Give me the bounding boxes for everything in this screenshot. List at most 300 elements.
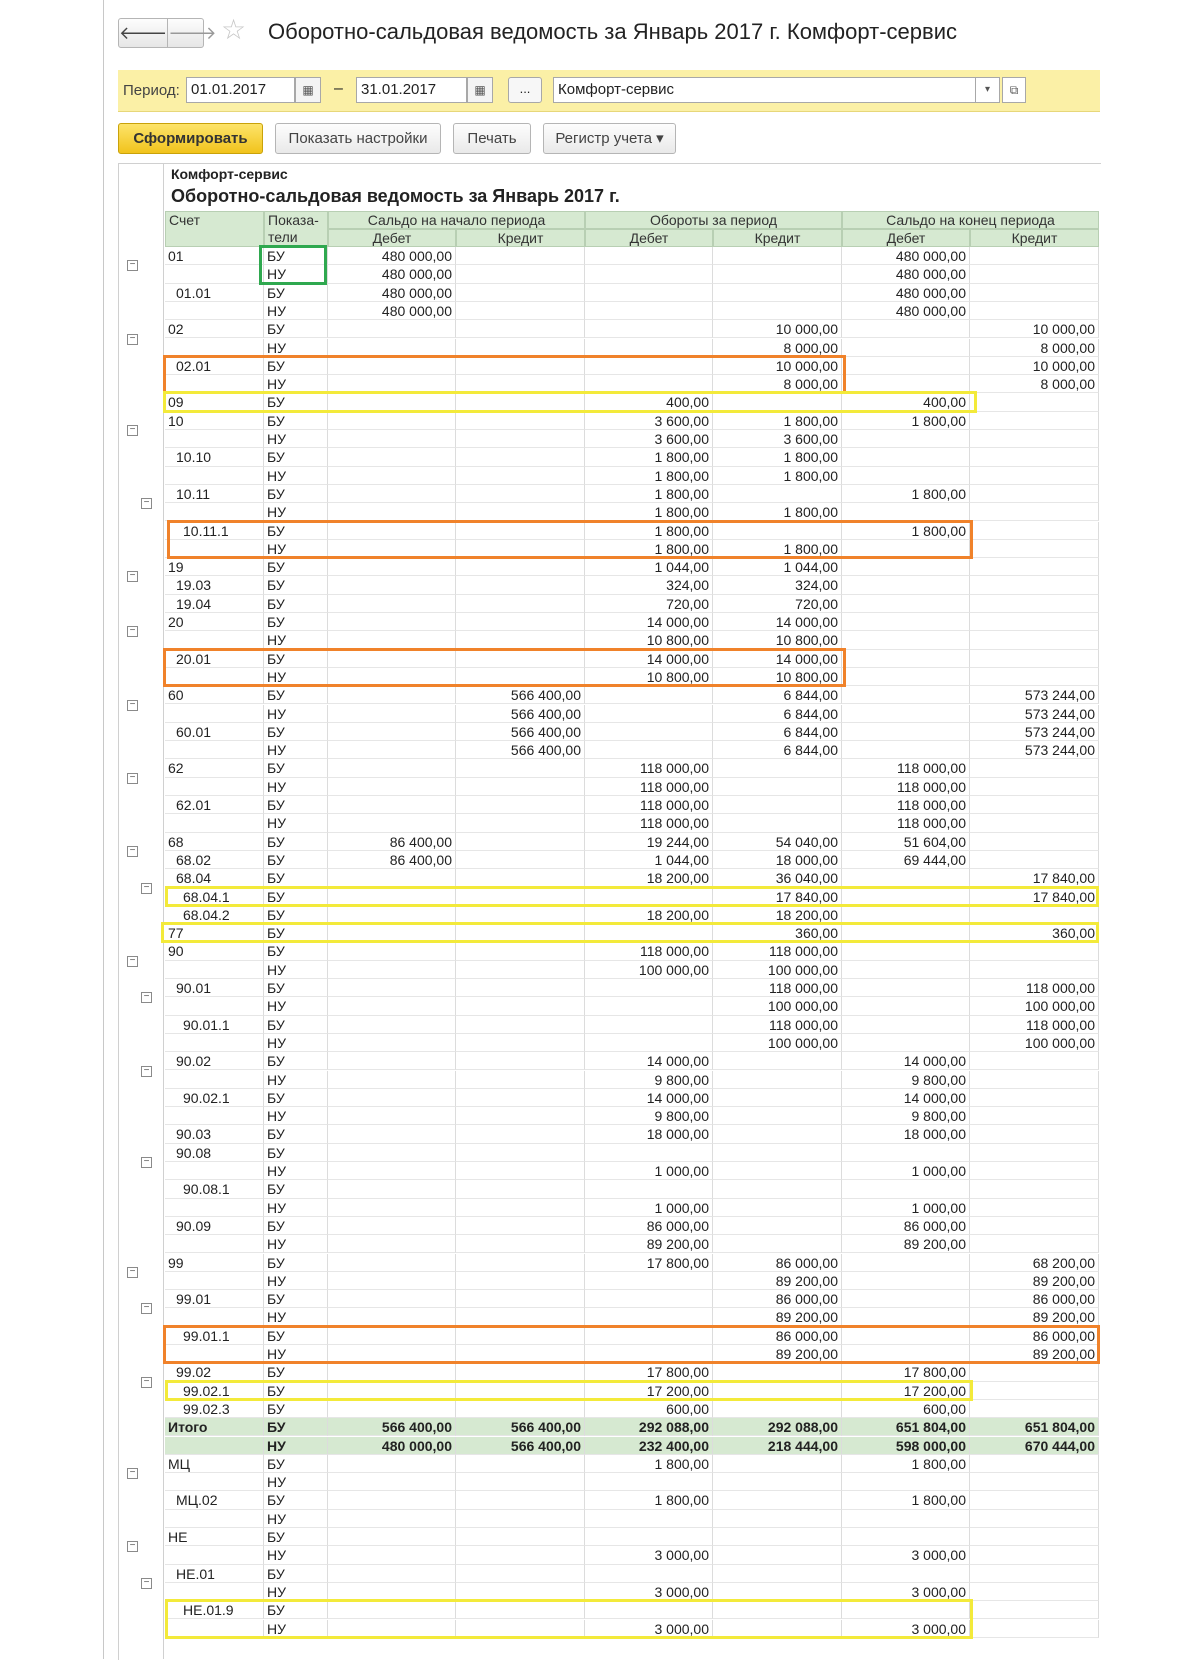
amount-cell xyxy=(328,814,456,832)
amount-cell xyxy=(970,576,1099,594)
account-cell[interactable] xyxy=(165,503,264,521)
amount-cell xyxy=(842,705,970,723)
amount-cell: 18 200,00 xyxy=(713,906,842,924)
account-cell[interactable] xyxy=(165,1272,264,1290)
account-cell[interactable]: 60 xyxy=(165,686,264,704)
collapse-icon[interactable]: − xyxy=(141,498,152,509)
collapse-icon[interactable]: − xyxy=(141,1066,152,1077)
amount-cell xyxy=(456,924,585,942)
account-cell[interactable] xyxy=(165,1473,264,1491)
amount-cell xyxy=(842,906,970,924)
account-cell[interactable] xyxy=(165,375,264,393)
account-cell[interactable] xyxy=(165,302,264,320)
collapse-icon[interactable]: − xyxy=(127,773,138,784)
amount-cell xyxy=(842,1528,970,1546)
amount-cell: 3 000,00 xyxy=(842,1583,970,1601)
account-cell[interactable] xyxy=(165,1510,264,1528)
account-cell[interactable]: 19.04 xyxy=(165,595,264,613)
collapse-icon[interactable]: − xyxy=(141,1157,152,1168)
account-cell[interactable]: 90.03 xyxy=(165,1125,264,1143)
amount-cell: 86 000,00 xyxy=(713,1327,842,1345)
amount-cell xyxy=(328,961,456,979)
account-cell[interactable]: 99.02.1 xyxy=(165,1382,264,1400)
amount-cell: 10 000,00 xyxy=(970,320,1099,338)
amount-cell xyxy=(842,503,970,521)
account-cell[interactable]: НЕ.01 xyxy=(165,1565,264,1583)
amount-cell xyxy=(970,595,1099,613)
account-cell[interactable]: 99.01.1 xyxy=(165,1327,264,1345)
account-cell[interactable]: 02 xyxy=(165,320,264,338)
amount-cell: 17 800,00 xyxy=(585,1363,713,1381)
collapse-icon[interactable]: − xyxy=(141,1578,152,1589)
account-cell[interactable]: НЕ xyxy=(165,1528,264,1546)
amount-cell: 566 400,00 xyxy=(328,1418,456,1436)
account-cell[interactable] xyxy=(165,467,264,485)
amount-cell: 14 000,00 xyxy=(842,1089,970,1107)
amount-cell: 17 840,00 xyxy=(713,888,842,906)
amount-cell: 118 000,00 xyxy=(842,759,970,777)
calendar-icon[interactable]: ▦ xyxy=(467,77,493,103)
amount-cell xyxy=(456,485,585,503)
amount-cell xyxy=(456,503,585,521)
amount-cell xyxy=(713,1565,842,1583)
indicator-cell: БУ xyxy=(264,924,328,942)
forward-arrow-icon[interactable]: 🡒 xyxy=(167,19,216,47)
amount-cell xyxy=(842,668,970,686)
amount-cell xyxy=(456,1290,585,1308)
account-cell[interactable] xyxy=(165,631,264,649)
indicator-cell: БУ xyxy=(264,1382,328,1400)
indicator-cell: БУ xyxy=(264,686,328,704)
amount-cell xyxy=(842,467,970,485)
amount-cell: 8 000,00 xyxy=(713,339,842,357)
account-cell[interactable] xyxy=(165,997,264,1015)
col-indicators-line1: Показа- xyxy=(268,212,319,228)
chevron-down-icon[interactable]: ▾ xyxy=(976,77,1000,103)
account-cell[interactable]: 62 xyxy=(165,759,264,777)
amount-cell xyxy=(713,1601,842,1619)
account-cell[interactable]: 90.08 xyxy=(165,1144,264,1162)
account-cell[interactable]: 90.08.1 xyxy=(165,1180,264,1198)
amount-cell: 89 200,00 xyxy=(713,1272,842,1290)
account-cell[interactable] xyxy=(165,430,264,448)
account-cell[interactable]: 19 xyxy=(165,558,264,576)
amount-cell: 1 800,00 xyxy=(585,448,713,466)
account-cell[interactable]: 68.02 xyxy=(165,851,264,869)
amount-cell xyxy=(328,320,456,338)
indicator-cell: НУ xyxy=(264,741,328,759)
collapse-icon[interactable]: − xyxy=(127,260,138,271)
amount-cell xyxy=(842,1144,970,1162)
collapse-icon[interactable]: − xyxy=(127,1267,138,1278)
report-title: Оборотно-сальдовая ведомость за Январь 2017 г. xyxy=(171,186,620,206)
collapse-icon[interactable]: − xyxy=(127,571,138,582)
collapse-icon[interactable]: − xyxy=(127,846,138,857)
account-cell[interactable] xyxy=(165,1546,264,1564)
amount-cell: 218 444,00 xyxy=(713,1437,842,1455)
amount-cell xyxy=(585,1345,713,1363)
amount-cell xyxy=(328,1052,456,1070)
amount-cell xyxy=(456,558,585,576)
amount-cell: 36 040,00 xyxy=(713,869,842,887)
amount-cell xyxy=(970,1235,1099,1253)
amount-cell: 480 000,00 xyxy=(328,284,456,302)
account-cell[interactable] xyxy=(165,1583,264,1601)
account-cell[interactable]: 02.01 xyxy=(165,357,264,375)
amount-cell: 6 844,00 xyxy=(713,741,842,759)
account-cell[interactable] xyxy=(165,1620,264,1638)
amount-cell xyxy=(456,357,585,375)
indicator-cell: БУ xyxy=(264,576,328,594)
amount-cell xyxy=(842,1345,970,1363)
amount-cell: 8 000,00 xyxy=(970,339,1099,357)
amount-cell xyxy=(456,814,585,832)
amount-cell xyxy=(328,1327,456,1345)
amount-cell xyxy=(456,339,585,357)
amount-cell xyxy=(970,1089,1099,1107)
print-button[interactable]: Печать xyxy=(453,123,531,154)
amount-cell xyxy=(328,741,456,759)
amount-cell: 9 800,00 xyxy=(842,1107,970,1125)
amount-cell xyxy=(970,540,1099,558)
amount-cell: 1 800,00 xyxy=(713,503,842,521)
amount-cell xyxy=(328,448,456,466)
amount-cell xyxy=(456,1180,585,1198)
collapse-icon[interactable]: − xyxy=(127,700,138,711)
amount-cell xyxy=(456,1034,585,1052)
amount-cell xyxy=(970,961,1099,979)
amount-cell xyxy=(970,412,1099,430)
amount-cell: 89 200,00 xyxy=(970,1272,1099,1290)
account-cell[interactable] xyxy=(165,1071,264,1089)
amount-cell xyxy=(585,339,713,357)
account-cell[interactable]: 90.01.1 xyxy=(165,1016,264,1034)
collapse-icon[interactable]: − xyxy=(141,1303,152,1314)
period-from-input[interactable]: 01.01.2017 xyxy=(186,77,295,103)
amount-cell: 324,00 xyxy=(585,576,713,594)
amount-cell xyxy=(328,705,456,723)
account-cell[interactable]: 20.01 xyxy=(165,650,264,668)
amount-cell xyxy=(456,961,585,979)
amount-cell xyxy=(970,1199,1099,1217)
amount-cell xyxy=(842,942,970,960)
account-cell[interactable] xyxy=(165,1199,264,1217)
gutter-divider xyxy=(163,163,164,1659)
amount-cell xyxy=(456,1601,585,1619)
account-cell[interactable]: 60.01 xyxy=(165,723,264,741)
account-cell[interactable] xyxy=(165,1107,264,1125)
back-arrow-icon[interactable]: 🡐 xyxy=(119,22,168,43)
amount-cell xyxy=(842,1510,970,1528)
indicator-cell: НУ xyxy=(264,1034,328,1052)
account-cell[interactable]: 09 xyxy=(165,393,264,411)
amount-cell xyxy=(970,265,1099,283)
account-cell[interactable]: 90.02.1 xyxy=(165,1089,264,1107)
amount-cell xyxy=(713,1400,842,1418)
amount-cell xyxy=(842,1327,970,1345)
account-cell[interactable] xyxy=(165,668,264,686)
amount-cell xyxy=(328,906,456,924)
amount-cell: 1 000,00 xyxy=(585,1199,713,1217)
amount-cell xyxy=(842,1601,970,1619)
account-cell[interactable]: 20 xyxy=(165,613,264,631)
amount-cell xyxy=(970,448,1099,466)
amount-cell xyxy=(713,1089,842,1107)
account-cell[interactable] xyxy=(165,1437,264,1455)
indicator-cell: НУ xyxy=(264,1473,328,1491)
open-icon[interactable]: ⧉ xyxy=(1002,77,1026,103)
collapse-icon[interactable]: − xyxy=(127,425,138,436)
amount-cell: 118 000,00 xyxy=(842,778,970,796)
account-cell[interactable]: 68.04 xyxy=(165,869,264,887)
amount-cell xyxy=(456,522,585,540)
favorite-star-icon[interactable]: ☆ xyxy=(221,14,247,45)
account-cell[interactable] xyxy=(165,961,264,979)
account-cell[interactable] xyxy=(165,1162,264,1180)
indicator-cell: НУ xyxy=(264,1308,328,1326)
amount-cell xyxy=(456,668,585,686)
amount-cell: 1 000,00 xyxy=(842,1162,970,1180)
account-cell[interactable] xyxy=(165,741,264,759)
amount-cell xyxy=(713,284,842,302)
amount-cell xyxy=(328,522,456,540)
indicator-cell: БУ xyxy=(264,1052,328,1070)
account-cell[interactable]: 90.09 xyxy=(165,1217,264,1235)
account-cell[interactable] xyxy=(165,540,264,558)
amount-cell xyxy=(456,869,585,887)
collapse-icon[interactable]: − xyxy=(127,1541,138,1552)
indicator-cell: НУ xyxy=(264,814,328,832)
account-cell[interactable] xyxy=(165,705,264,723)
amount-cell: 360,00 xyxy=(713,924,842,942)
amount-cell xyxy=(842,357,970,375)
period-to-input[interactable]: 31.01.2017 xyxy=(356,77,467,103)
amount-cell xyxy=(713,1144,842,1162)
collapse-icon[interactable]: − xyxy=(127,1468,138,1479)
amount-cell xyxy=(713,1217,842,1235)
amount-cell xyxy=(970,1491,1099,1509)
amount-cell: 86 000,00 xyxy=(970,1327,1099,1345)
amount-cell: 566 400,00 xyxy=(456,723,585,741)
account-cell[interactable]: 10.11.1 xyxy=(165,522,264,540)
amount-cell: 89 200,00 xyxy=(970,1308,1099,1326)
indicator-cell: БУ xyxy=(264,906,328,924)
account-cell[interactable] xyxy=(165,778,264,796)
account-cell[interactable]: 68 xyxy=(165,833,264,851)
amount-cell: 17 200,00 xyxy=(585,1382,713,1400)
amount-cell xyxy=(328,869,456,887)
indicator-cell: НУ xyxy=(264,302,328,320)
indicator-cell: БУ xyxy=(264,1016,328,1034)
amount-cell: 17 840,00 xyxy=(970,869,1099,887)
account-cell[interactable] xyxy=(165,1308,264,1326)
collapse-icon[interactable]: − xyxy=(141,992,152,1003)
amount-cell: 14 000,00 xyxy=(713,650,842,668)
period-select-button[interactable]: ... xyxy=(508,77,542,103)
amount-cell xyxy=(970,1583,1099,1601)
amount-cell: 9 800,00 xyxy=(585,1107,713,1125)
amount-cell xyxy=(842,1254,970,1272)
amount-cell: 720,00 xyxy=(585,595,713,613)
col-turnover-debit: Дебет xyxy=(585,229,713,247)
amount-cell xyxy=(713,778,842,796)
amount-cell xyxy=(328,1144,456,1162)
amount-cell xyxy=(456,1455,585,1473)
account-cell[interactable]: 90.02 xyxy=(165,1052,264,1070)
account-cell[interactable]: 99.01 xyxy=(165,1290,264,1308)
account-cell[interactable]: 99.02.3 xyxy=(165,1400,264,1418)
amount-cell xyxy=(328,1491,456,1509)
account-cell[interactable]: 77 xyxy=(165,924,264,942)
amount-cell: 17 800,00 xyxy=(585,1254,713,1272)
amount-cell xyxy=(842,540,970,558)
amount-cell: 17 200,00 xyxy=(842,1382,970,1400)
amount-cell xyxy=(842,979,970,997)
indicator-cell: БУ xyxy=(264,1217,328,1235)
indicator-cell: НУ xyxy=(264,961,328,979)
amount-cell: 1 800,00 xyxy=(842,1455,970,1473)
account-cell[interactable]: 01 xyxy=(165,247,264,265)
amount-cell xyxy=(328,1235,456,1253)
amount-cell xyxy=(585,1290,713,1308)
account-cell[interactable]: МЦ.02 xyxy=(165,1491,264,1509)
amount-cell xyxy=(713,1546,842,1564)
amount-cell xyxy=(585,924,713,942)
account-cell[interactable]: 10.11 xyxy=(165,485,264,503)
collapse-icon[interactable]: − xyxy=(127,626,138,637)
account-cell[interactable] xyxy=(165,339,264,357)
indicator-cell: НУ xyxy=(264,1107,328,1125)
amount-cell: 8 000,00 xyxy=(713,375,842,393)
account-cell[interactable]: 68.04.2 xyxy=(165,906,264,924)
account-cell[interactable]: 68.04.1 xyxy=(165,888,264,906)
amount-cell: 17 840,00 xyxy=(970,888,1099,906)
indicator-cell: БУ xyxy=(264,320,328,338)
collapse-icon[interactable]: − xyxy=(141,883,152,894)
account-cell[interactable]: НЕ.01.9 xyxy=(165,1601,264,1619)
amount-cell xyxy=(842,1016,970,1034)
amount-cell xyxy=(328,796,456,814)
amount-cell xyxy=(970,302,1099,320)
amount-cell xyxy=(328,759,456,777)
account-cell[interactable]: 62.01 xyxy=(165,796,264,814)
account-cell[interactable]: 99.02 xyxy=(165,1363,264,1381)
indicator-cell: БУ xyxy=(264,1089,328,1107)
account-cell[interactable] xyxy=(165,1235,264,1253)
amount-cell xyxy=(842,375,970,393)
amount-cell xyxy=(970,814,1099,832)
collapse-icon[interactable]: − xyxy=(141,1377,152,1388)
calendar-icon[interactable]: ▦ xyxy=(295,77,321,103)
amount-cell: 1 044,00 xyxy=(585,558,713,576)
account-cell[interactable]: МЦ xyxy=(165,1455,264,1473)
amount-cell: 3 000,00 xyxy=(842,1620,970,1638)
amount-cell xyxy=(585,997,713,1015)
indicator-cell: БУ xyxy=(264,1601,328,1619)
show-settings-button[interactable]: Показать настройки xyxy=(275,123,441,154)
amount-cell xyxy=(970,522,1099,540)
account-cell[interactable]: 10.10 xyxy=(165,448,264,466)
amount-cell xyxy=(713,1491,842,1509)
indicator-cell: НУ xyxy=(264,1546,328,1564)
register-button[interactable]: Регистр учета ▾ xyxy=(543,123,676,154)
amount-cell xyxy=(456,576,585,594)
organization-input[interactable]: Комфорт-сервис xyxy=(553,77,976,103)
generate-button[interactable]: Сформировать xyxy=(118,123,263,154)
amount-cell xyxy=(842,576,970,594)
amount-cell: 9 800,00 xyxy=(842,1071,970,1089)
amount-cell: 17 800,00 xyxy=(842,1363,970,1381)
indicator-cell: НУ xyxy=(264,339,328,357)
collapse-icon[interactable]: − xyxy=(127,334,138,345)
amount-cell: 232 400,00 xyxy=(585,1437,713,1455)
account-cell[interactable] xyxy=(165,814,264,832)
amount-cell xyxy=(328,631,456,649)
amount-cell: 1 800,00 xyxy=(713,467,842,485)
amount-cell xyxy=(456,375,585,393)
indicator-cell: БУ xyxy=(264,1491,328,1509)
amount-cell: 86 000,00 xyxy=(713,1254,842,1272)
amount-cell: 573 244,00 xyxy=(970,723,1099,741)
amount-cell xyxy=(328,1071,456,1089)
amount-cell xyxy=(842,430,970,448)
account-cell[interactable] xyxy=(165,1345,264,1363)
amount-cell: 10 000,00 xyxy=(970,357,1099,375)
amount-cell: 3 600,00 xyxy=(713,430,842,448)
amount-cell: 292 088,00 xyxy=(713,1418,842,1436)
account-cell[interactable]: 01.01 xyxy=(165,284,264,302)
amount-cell: 598 000,00 xyxy=(842,1437,970,1455)
account-cell[interactable]: 10 xyxy=(165,412,264,430)
indicator-cell: БУ xyxy=(264,723,328,741)
amount-cell xyxy=(970,1528,1099,1546)
amount-cell xyxy=(328,613,456,631)
account-cell[interactable]: 19.03 xyxy=(165,576,264,594)
account-cell[interactable]: 90.01 xyxy=(165,979,264,997)
account-cell[interactable]: 90 xyxy=(165,942,264,960)
collapse-icon[interactable]: − xyxy=(127,956,138,967)
col-account: Счет xyxy=(165,211,264,247)
account-cell[interactable]: 99 xyxy=(165,1254,264,1272)
col-opening-debit: Дебет xyxy=(328,229,456,247)
amount-cell xyxy=(970,1510,1099,1528)
amount-cell: 1 800,00 xyxy=(585,1455,713,1473)
amount-cell: 18 200,00 xyxy=(585,906,713,924)
account-cell[interactable] xyxy=(165,1034,264,1052)
amount-cell xyxy=(328,1455,456,1473)
amount-cell: 51 604,00 xyxy=(842,833,970,851)
amount-cell xyxy=(970,1071,1099,1089)
amount-cell xyxy=(842,1473,970,1491)
amount-cell: 54 040,00 xyxy=(713,833,842,851)
amount-cell xyxy=(585,1308,713,1326)
amount-cell: 86 000,00 xyxy=(713,1290,842,1308)
amount-cell xyxy=(970,1363,1099,1381)
amount-cell xyxy=(328,686,456,704)
amount-cell: 89 200,00 xyxy=(970,1345,1099,1363)
indicator-cell: БУ xyxy=(264,1455,328,1473)
amount-cell xyxy=(970,1565,1099,1583)
amount-cell xyxy=(328,778,456,796)
amount-cell: 292 088,00 xyxy=(585,1418,713,1436)
account-cell[interactable] xyxy=(165,265,264,283)
amount-cell: 118 000,00 xyxy=(713,1016,842,1034)
account-cell[interactable]: Итого xyxy=(165,1418,264,1436)
amount-cell: 86 000,00 xyxy=(585,1217,713,1235)
amount-cell: 600,00 xyxy=(585,1400,713,1418)
amount-cell xyxy=(585,1601,713,1619)
amount-cell xyxy=(842,1308,970,1326)
